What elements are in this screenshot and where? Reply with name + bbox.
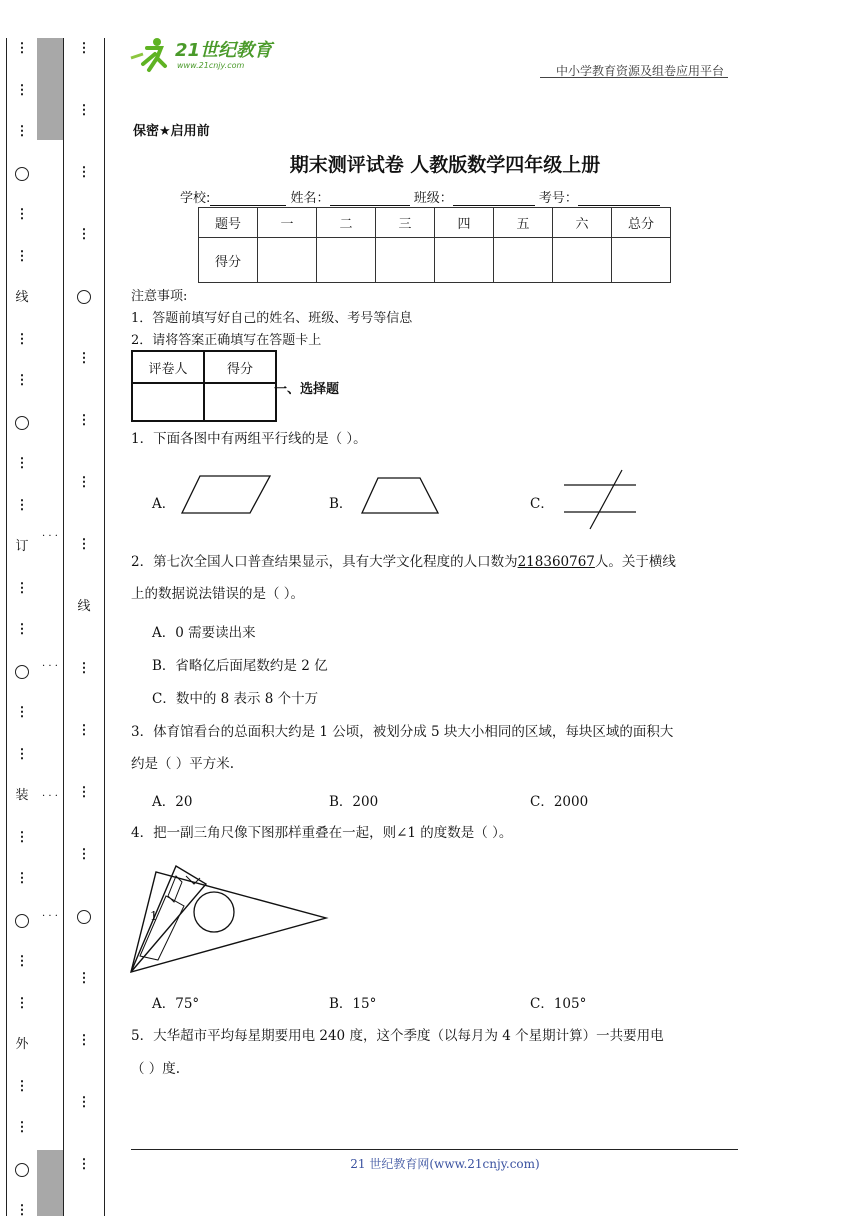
score-cell[interactable] [317,238,376,283]
question-5-line1: 5．大华超市平均每星期要用电 240 度，这个季度（以每月为 4 个星期计算）一共要用电 [131,1028,664,1044]
margin-dots: ⋮ [15,829,29,845]
margin-dots: ⋮ [77,785,91,800]
platform-name: 中小学教育资源及组卷应用平台 [555,64,724,78]
margin-circle-icon [7,665,37,679]
question-3-line1: 3．体育馆看台的总面积大约是 1 公顷，被划分成 5 块大小相同的区域，每块区域的面积大 [131,724,674,740]
margin-dots: ⋮ [15,456,29,471]
question-5-line2: （ ）度. [131,1061,181,1077]
grader-header: 评卷人 [132,351,204,383]
q2-option-a[interactable]: A．0 需要读出来 [152,625,256,641]
margin-dots: ⋮ [77,413,91,428]
score-cell[interactable] [376,238,435,283]
margin-dots: ⋮ [77,847,91,862]
margin-dots: ⋮ [77,537,91,552]
grader-table [131,350,277,422]
margin-dots: ⋮ [15,331,29,347]
score-row-label: 得分 [199,238,258,283]
score-header: 题号 [199,208,258,238]
q2-underlined-number: 218360767 [517,554,595,570]
grader-cell[interactable] [204,383,276,421]
name-label: 姓名： [290,191,330,206]
score-header: 二 [317,208,376,238]
notice-title: 注意事项: [131,289,188,304]
score-cell[interactable] [435,238,494,283]
margin-dots: ⋮ [15,622,29,637]
parallelogram-figure [180,474,272,516]
small-dots: · · · [42,661,58,672]
margin-dots: ⋮ [77,41,91,56]
logo [127,34,287,78]
margin-dots: ⋮ [15,954,29,969]
score-header: 一 [258,208,317,238]
parallel-lines-figure [560,466,640,532]
margin-dots: ⋮ [15,207,29,222]
margin-dots: ⋮ [77,165,91,180]
margin-dots: ⋮ [15,248,29,264]
margin-circle-icon [7,416,37,430]
school-label: 学校: [180,191,211,206]
score-header: 三 [376,208,435,238]
question-1: 1．下面各图中有两组平行线的是（ ）。 [131,431,367,447]
trapezoid-figure [360,476,440,516]
margin-dots: ⋮ [77,1157,91,1172]
score-cell[interactable] [494,238,553,283]
score-cell[interactable] [612,238,671,283]
q3-option-a[interactable]: A．20 [152,794,193,810]
q1-option-c[interactable]: C． [530,496,554,512]
margin-dots: ⋮ [15,124,29,139]
margin-dots: ⋮ [15,995,29,1011]
number-field[interactable] [578,192,660,206]
score-header: 五 [494,208,553,238]
grader-header: 得分 [204,351,276,383]
margin-char: 订 [15,539,29,554]
binding-margin-gray [37,38,64,1216]
score-cell[interactable] [258,238,317,283]
notice-item: 1．答题前填写好自己的姓名、班级、考号等信息 [131,311,413,326]
number-label: 考号： [538,191,578,206]
margin-dots: ⋮ [77,1033,91,1048]
margin-dots: ⋮ [15,1203,29,1218]
small-dots: · · · [42,791,58,802]
margin-dots: ⋮ [77,227,91,242]
margin-dots: ⋮ [77,351,91,366]
q2-option-b[interactable]: B．省略亿后面尾数约是 2 亿 [152,658,328,674]
question-2-line2: 上的数据说法错误的是（ ）。 [131,586,305,602]
binding-margin-outer [6,38,38,1216]
margin-circle-icon [64,910,104,924]
binding-margin-inner [64,38,105,1216]
q3-option-c[interactable]: C．2000 [530,794,589,810]
margin-char: 外 [15,1037,29,1052]
student-info-line [180,187,660,206]
q1-option-b[interactable]: B． [329,496,353,512]
margin-dots: ⋮ [15,41,29,56]
q2-text: 2．第七次全国人口普查结果显示，具有大学文化程度的人口数为 [131,554,518,570]
margin-dots: ⋮ [77,103,91,118]
score-header: 总分 [612,208,671,238]
margin-char: 装 [15,788,29,803]
q2-option-c[interactable]: C．数中的 8 表示 8 个十万 [152,691,319,707]
q4-option-b[interactable]: B．15° [329,996,377,1012]
footer-rule [131,1149,738,1150]
q1-option-a[interactable]: A． [152,496,176,512]
footer-link[interactable]: 21 世纪教育网(www.21cnjy.com) [350,1157,540,1171]
margin-dots: ⋮ [77,1095,91,1110]
grader-cell[interactable] [132,383,204,421]
angle-1-label: 1 [150,909,158,923]
name-field[interactable] [330,192,410,206]
confidential-label: 保密★启用前 [133,124,210,139]
margin-char: 线 [15,290,29,305]
margin-dots: ⋮ [77,475,91,490]
margin-circle-icon [64,290,104,304]
margin-char: 线 [77,599,91,614]
triangle-rulers-figure [126,856,336,976]
margin-dots: ⋮ [15,580,29,596]
q4-option-a[interactable]: A．75° [152,996,200,1012]
margin-dots: ⋮ [15,1078,29,1094]
margin-dots: ⋮ [77,661,91,676]
margin-dots: ⋮ [77,723,91,738]
small-dots: · · · [42,911,58,922]
q4-option-c[interactable]: C．105° [530,996,587,1012]
margin-dots: ⋮ [15,746,29,762]
question-2-line1 [131,552,676,572]
svg-text:21世纪教育: 21世纪教育 [175,40,273,61]
margin-dots: ⋮ [15,373,29,388]
margin-dots: ⋮ [15,705,29,720]
class-label: 班级： [413,191,453,206]
q2-text: 人。关于横线 [594,554,676,570]
margin-dots: ⋮ [15,82,29,98]
class-field[interactable] [453,192,535,206]
section-title: 一、选择题 [274,382,340,397]
margin-circle-icon [7,914,37,928]
margin-dots: ⋮ [77,971,91,986]
margin-dots: ⋮ [15,871,29,886]
school-field[interactable] [210,192,286,206]
small-dots: · · · [42,531,58,542]
score-table [198,207,671,283]
margin-dots: ⋮ [15,1120,29,1135]
score-cell[interactable] [553,238,612,283]
notice-item: 2．请将答案正确填写在答题卡上 [131,333,322,348]
header-rule [540,77,728,78]
logo-runner-icon [127,34,287,74]
question-4: 4．把一副三角尺像下图那样重叠在一起，则∠1 的度数是（ ）。 [131,825,513,841]
binding-margin-white-band [37,140,63,1150]
margin-dots: ⋮ [15,497,29,513]
score-header: 六 [553,208,612,238]
exam-title: 期末测评试卷 人教版数学四年级上册 [289,154,601,176]
svg-text:www.21cnjy.com: www.21cnjy.com [177,61,245,70]
score-header: 四 [435,208,494,238]
question-3-line2: 约是（ ）平方米. [131,756,235,772]
q3-option-b[interactable]: B．200 [329,794,379,810]
